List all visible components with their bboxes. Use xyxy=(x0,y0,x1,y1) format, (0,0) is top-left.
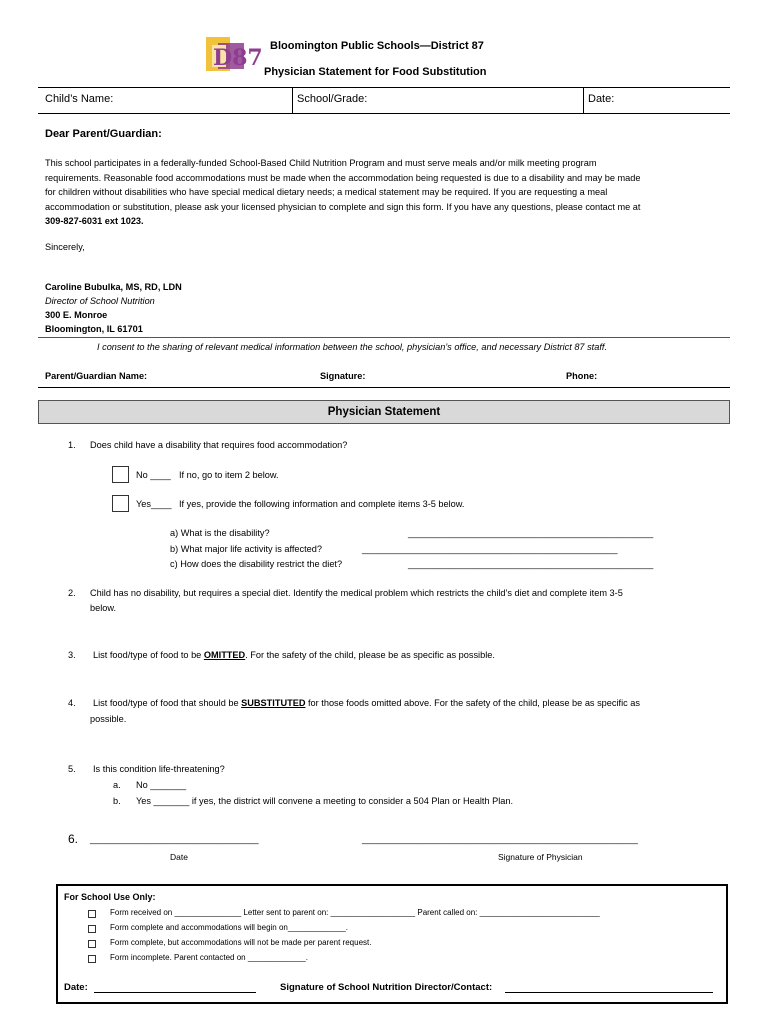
director-signature-label: Signature of School Nutrition Director/Contact: xyxy=(280,982,493,993)
omitted-emphasis: OMITTED xyxy=(203,650,246,660)
form-title: Physician Statement for Food Substitution xyxy=(264,66,487,78)
life-threatening-yes[interactable]: Yes _______ if yes, the district will convene a meeting to consider a 504 Plan or Health Plan. xyxy=(136,796,514,806)
question-4 xyxy=(93,698,640,708)
parent-phone-field[interactable]: Phone: xyxy=(566,371,598,381)
yes-checkbox[interactable] xyxy=(112,495,129,512)
question-5-number: 5. xyxy=(68,764,76,774)
district-logo xyxy=(204,35,263,75)
school-date-blank[interactable] xyxy=(94,992,256,993)
question-3-text-end: . For the safety of the child, please be as specific as possible. xyxy=(245,650,495,660)
substituted-emphasis: SUBSTITUTED xyxy=(241,698,306,708)
sub-question-c-blank[interactable]: ________________________________________________ xyxy=(408,559,654,569)
yes-option-text: If yes, provide the following information and complete items 3-5 below. xyxy=(179,499,465,509)
signer-name: Caroline Bubulka, MS, RD, LDN xyxy=(45,282,182,292)
date-label: Date xyxy=(170,852,188,862)
yes-option-label: Yes____ xyxy=(136,499,172,509)
school-grade-field[interactable]: School/Grade: xyxy=(297,93,368,105)
option-b-letter: b. xyxy=(113,796,121,806)
life-threatening-no[interactable]: No _______ xyxy=(136,780,187,790)
letter-line: accommodation or substitution, please ask your licensed physician to complete and sign this form. If you have any questions, please contact me at xyxy=(45,201,641,212)
question-2-line-2: below. xyxy=(90,603,117,613)
no-option-text: If no, go to item 2 below. xyxy=(179,470,279,480)
question-4-number: 4. xyxy=(68,698,76,708)
director-signature-blank[interactable] xyxy=(505,992,713,993)
closing: Sincerely, xyxy=(45,242,85,252)
contact-phone: 309-827-6031 ext 1023. xyxy=(45,216,144,226)
letter-line: for children without disabilities who have special medical dietary needs; a medical statement may be required. If you are requesting a meal xyxy=(45,187,608,197)
child-name-field[interactable]: Child’s Name: xyxy=(45,93,114,105)
parent-request-checkbox[interactable] xyxy=(88,940,96,948)
sub-question-a-blank[interactable]: ________________________________________________ xyxy=(408,528,654,538)
date-field[interactable]: Date: xyxy=(588,93,615,105)
address-line-1: 300 E. Monroe xyxy=(45,310,108,320)
school-date-label: Date: xyxy=(64,982,88,993)
no-option-label: No ____ xyxy=(136,470,171,480)
question-4-line-2: possible. xyxy=(90,714,127,724)
letter-line: requirements. Reasonable food accommodations must be made when the accommodation being requested is due to a disability and may be made xyxy=(45,172,641,183)
salutation: Dear Parent/Guardian: xyxy=(45,128,162,140)
letter-body xyxy=(45,156,725,229)
logo-text: D87 xyxy=(213,45,263,71)
letter-line: This school participates in a federally-funded School-Based Child Nutrition Program and must serve meals and/or milk meeting program xyxy=(45,158,597,168)
district-name: Bloomington Public Schools—District 87 xyxy=(270,40,484,52)
question-3 xyxy=(93,650,495,660)
question-4-text: List food/type of food that should be xyxy=(93,698,242,708)
physician-signature-label: Signature of Physician xyxy=(498,852,583,862)
form-incomplete-line: Form incomplete. Parent contacted on _____________. xyxy=(110,953,308,962)
sub-question-b-blank[interactable]: __________________________________________________ xyxy=(362,544,618,554)
no-checkbox[interactable] xyxy=(112,466,129,483)
sub-question-c: c) How does the disability restrict the diet? xyxy=(170,559,343,569)
option-a-letter: a. xyxy=(113,780,121,790)
signer-title: Director of School Nutrition xyxy=(45,296,155,306)
question-3-number: 3. xyxy=(68,650,76,660)
question-3-text: List food/type of food to be xyxy=(93,650,204,660)
school-use-title: For School Use Only: xyxy=(64,892,156,902)
question-6-number: 6. xyxy=(68,832,79,846)
physician-signature-blank[interactable]: ______________________________________________________ xyxy=(362,834,638,844)
accommodations-begin-checkbox[interactable] xyxy=(88,925,96,933)
physician-statement-banner: Physician Statement xyxy=(38,400,730,424)
question-2-line-1: Child has no disability, but requires a special diet. Identify the medical problem which restricts the child’s diet and complete item 3-5 xyxy=(90,588,623,598)
accommodations-begin-line: Form complete and accommodations will begin on_____________. xyxy=(110,923,348,932)
form-received-checkbox[interactable] xyxy=(88,910,96,918)
district-logo-graphic xyxy=(204,35,263,75)
sub-question-b: b) What major life activity is affected? xyxy=(170,544,322,554)
question-2-number: 2. xyxy=(68,588,76,598)
physician-date-blank[interactable]: _________________________________ xyxy=(90,834,259,844)
sub-question-a: a) What is the disability? xyxy=(170,528,270,538)
form-received-line: Form received on _______________ Letter sent to parent on: ___________________ Parent called on: ___________________________ xyxy=(110,908,600,917)
form-incomplete-checkbox[interactable] xyxy=(88,955,96,963)
question-1-number: 1. xyxy=(68,440,76,450)
parent-request-line: Form complete, but accommodations will not be made per parent request. xyxy=(110,938,372,947)
address-line-2: Bloomington, IL 61701 xyxy=(45,324,143,334)
parent-name-field[interactable]: Parent/Guardian Name: xyxy=(45,371,148,381)
question-4-text-end: for those foods omitted above. For the safety of the child, please be as specific as xyxy=(305,698,640,708)
parent-signature-field[interactable]: Signature: xyxy=(320,371,366,381)
question-5: Is this condition life-threatening? xyxy=(93,764,225,774)
question-1: Does child have a disability that requires food accommodation? xyxy=(90,440,348,450)
consent-statement: I consent to the sharing of relevant medical information between the school, physician’s office, and necessary District 87 staff. xyxy=(97,342,608,352)
